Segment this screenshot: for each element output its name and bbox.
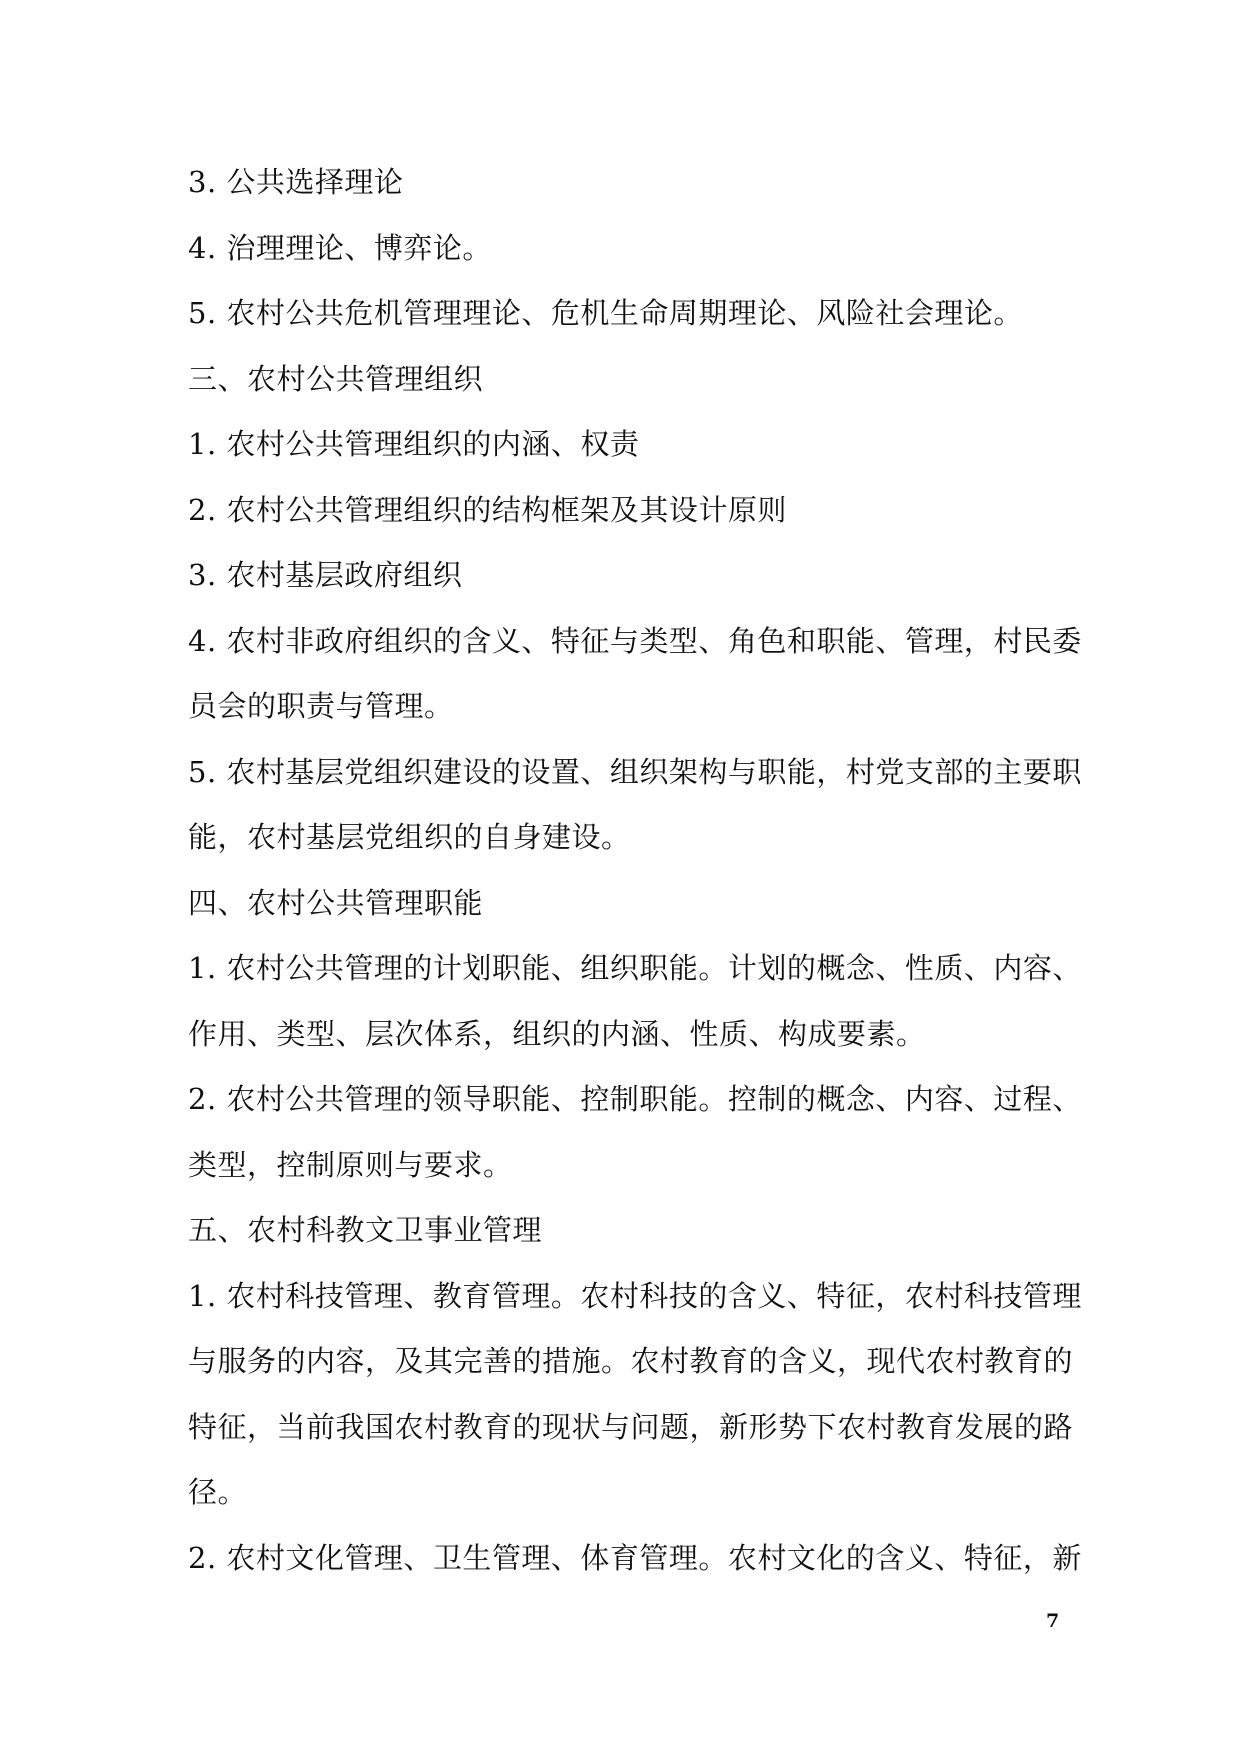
list-item: [188, 478, 1058, 544]
text-line: 2. 农村公共管理的领导职能、控制职能。控制的概念、内容、过程、: [188, 1082, 1082, 1116]
text-line: 1. 农村公共管理组织的内涵、权责: [188, 427, 640, 461]
list-item: [188, 1067, 1082, 1198]
text-line: 5. 农村基层党组织建设的设置、组织架构与职能，村党支部的主要职: [188, 754, 1082, 789]
text-line: 与服务的内容，及其完善的措施。农村教育的含义，现代农村教育的: [188, 1344, 1074, 1378]
text-line: 1. 农村公共管理的计划职能、组织职能。计划的概念、性质、内容、: [188, 951, 1082, 985]
list-item: [188, 543, 1058, 609]
text-line: 能，农村基层党组织的自身建设。: [188, 820, 631, 854]
text-line: 2. 农村文化管理、卫生管理、体育管理。农村文化的含义、特征，新: [188, 1540, 1082, 1575]
list-item: [188, 216, 1058, 282]
list-item: [188, 281, 1058, 347]
heading-text: 三、农村公共管理组织: [188, 361, 484, 396]
text-line: 员会的职责与管理。: [188, 689, 454, 723]
text-line: 类型，控制原则与要求。: [188, 1147, 513, 1182]
section-heading: [188, 347, 1058, 413]
text-line: 2. 农村公共管理组织的结构框架及其设计原则: [188, 492, 787, 527]
section-heading: [188, 871, 1058, 937]
list-item: [188, 609, 1082, 740]
document-body: [188, 150, 1082, 1591]
list-item: [188, 1264, 1082, 1526]
heading-text: 五、农村科教文卫事业管理: [188, 1213, 543, 1247]
text-line: 作用、类型、层次体系，组织的内涵、性质、构成要素。: [188, 1016, 926, 1051]
list-item: [188, 1526, 1082, 1592]
text-line: 径。: [188, 1475, 248, 1509]
list-item: [188, 412, 1058, 478]
page-number: 7: [1046, 1610, 1060, 1632]
text-line: 1. 农村科技管理、教育管理。农村科技的含义、特征，农村科技管理: [188, 1278, 1082, 1313]
heading-text: 四、农村公共管理职能: [188, 885, 484, 920]
text-line: 4. 农村非政府组织的含义、特征与类型、角色和职能、管理，村民委: [188, 623, 1082, 658]
list-item: [188, 936, 1082, 1067]
list-item: [188, 150, 1058, 216]
text-line: 特征，当前我国农村教育的现状与问题，新形势下农村教育发展的路: [188, 1409, 1074, 1444]
text-line: 3. 农村基层政府组织: [188, 558, 463, 592]
text-line: 4. 治理理论、博弈论。: [188, 230, 492, 265]
section-heading: [188, 1198, 1058, 1264]
text-line: 5. 农村公共危机管理理论、危机生命周期理论、风险社会理论。: [188, 296, 1023, 330]
list-item: [188, 740, 1082, 871]
text-line: 3. 公共选择理论: [188, 165, 404, 199]
